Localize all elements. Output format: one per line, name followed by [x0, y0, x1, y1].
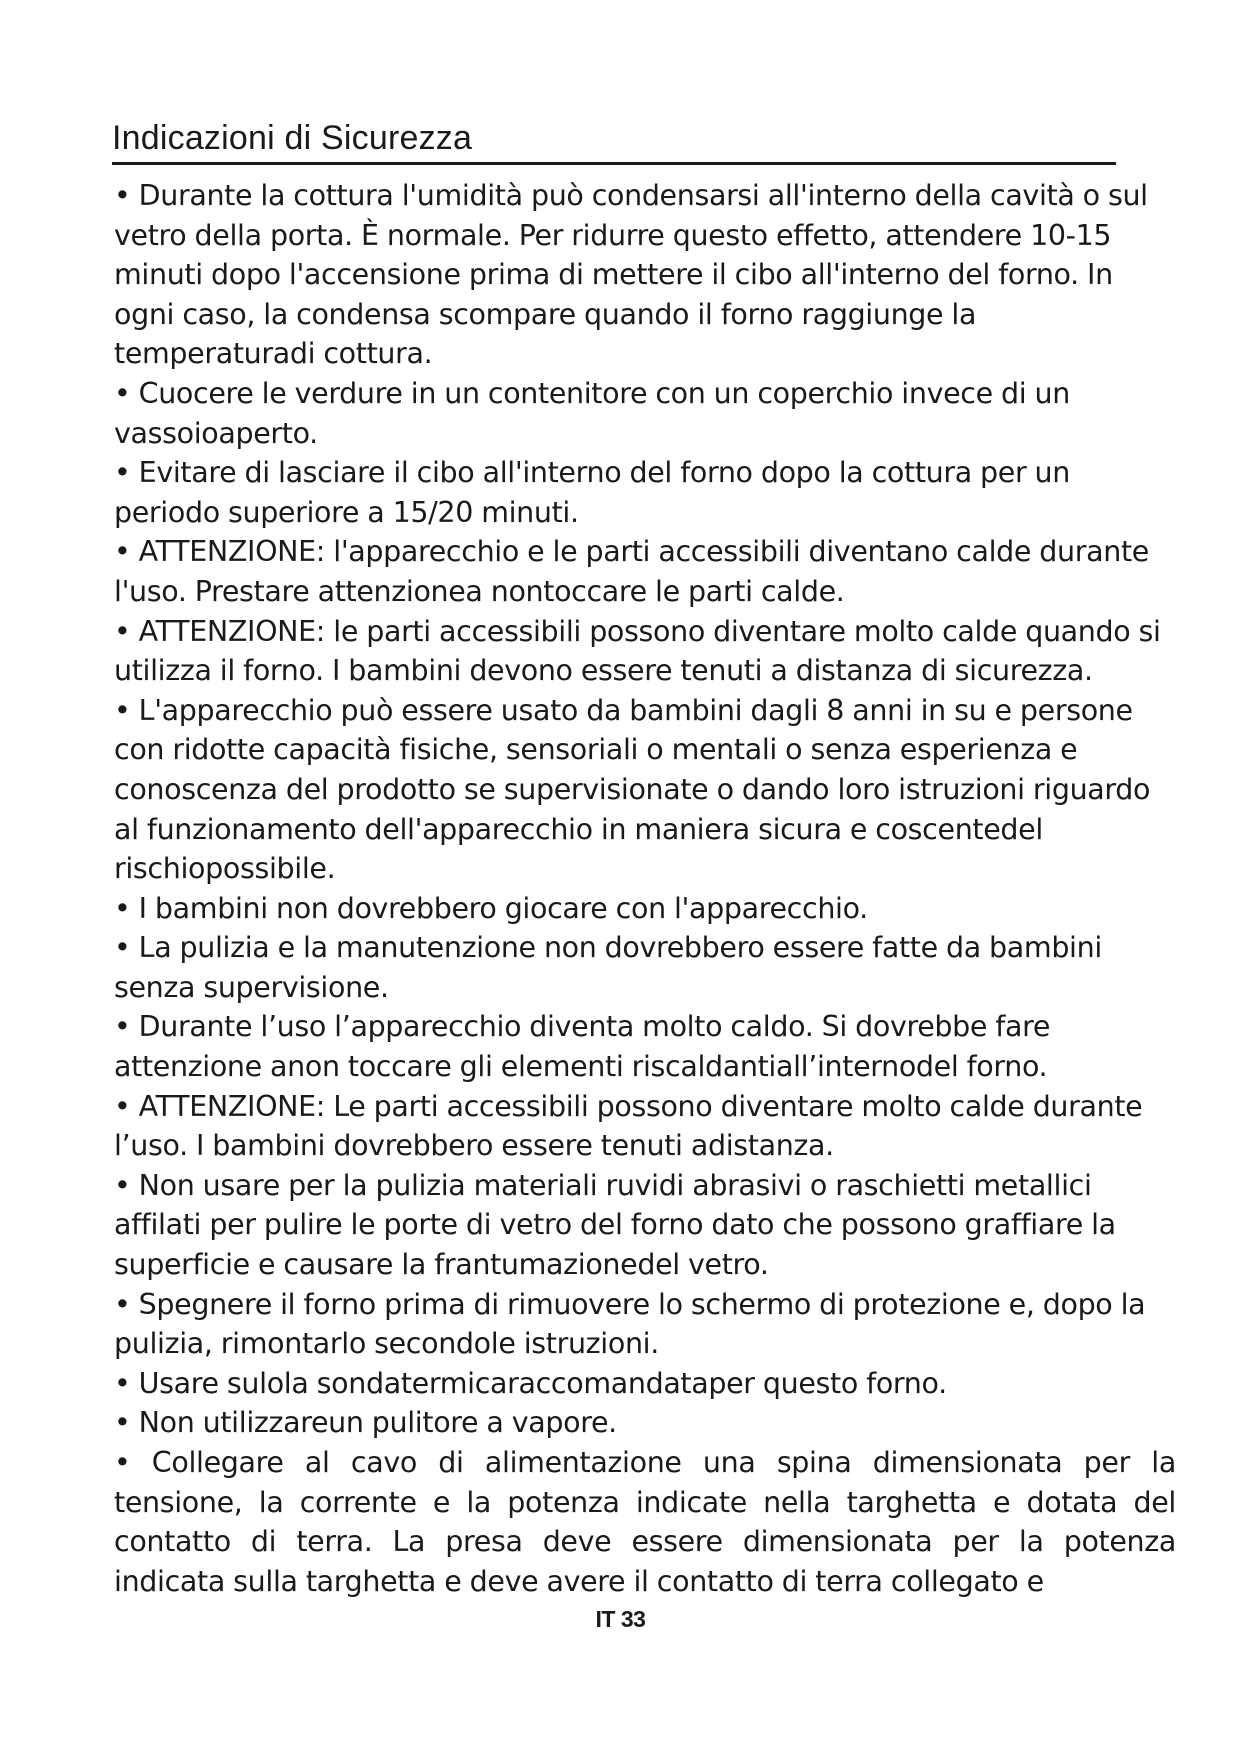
page-number: IT 33 — [595, 1606, 646, 1632]
safety-item-warning-hot-parts: • ATTENZIONE: l'apparecchio e le parti accessibili diventano calde durante l'uso. Prestare attenzionea nontoccare le parti calde. — [114, 535, 1149, 608]
safety-item-condensation: • Durante la cottura l'umidità può condensarsi all'interno della cavità o sul vetro della porta. È normale. Per ridurre questo effetto, attendere 10-15 minuti dopo l'accensione prima di mettere il cibo all'interno del forno. In ogni caso, la condensa scompare quando il forno raggiunge la temperaturadi cottura. — [114, 179, 1148, 371]
page-footer — [0, 1606, 1241, 1633]
safety-item-warning-accessible-parts: • ATTENZIONE: Le parti accessibili possono diventare molto calde durante l’uso. I bambini dovrebbero essere tenuti adistanza. — [114, 1089, 1143, 1163]
section-header — [112, 118, 1116, 165]
safety-item-children-use: • L'apparecchio può essere usato da bambini dagli 8 anni in su e persone con ridotte capacità fisiche, sensoriali o mentali o senza esperienza e conoscenza del prodotto se supervisionate o dando loro istruzioni riguardo al funzionamento dell'apparecchio in maniera sicura e coscentedel rischiopossibile. — [114, 693, 1151, 886]
section-title: Indicazioni di Sicurezza — [112, 119, 473, 157]
safety-item-abrasive-cleaners: • Non usare per la pulizia materiali ruvidi abrasivi o raschietti metallici affilati per pulire le porte di vetro del forno dato che possono graffiare la superficie e causare la frantumazionedel vetro. — [114, 1168, 1116, 1282]
safety-item-power-plug: • Collegare al cavo di alimentazione una spina dimensionata per la tensione, la corrente e la potenza indicate nella targhetta e dotata del contatto di terra. La presa deve essere dimensionata per la potenza indicata sulla targhetta e deve avere il contatto di terra collegato e — [114, 1446, 1176, 1598]
safety-item-vegetables: • Cuocere le verdure in un contenitore con un coperchio invece di un vassoioaperto. — [114, 376, 1070, 450]
safety-item-protection-screen: • Spegnere il forno prima di rimuovere lo schermo di protezione e, dopo la pulizia, rimontarlo secondole istruzioni. — [114, 1287, 1146, 1361]
safety-item-cleaning-supervision: • La pulizia e la manutenzione non dovrebbero essere fatte da bambini senza supervisione. — [114, 931, 1102, 1004]
safety-instructions-list — [114, 176, 1176, 1601]
safety-item-children-play: • I bambini non dovrebbero giocare con l'apparecchio. — [114, 891, 868, 925]
safety-item-thermal-probe: • Usare sulola sondatermicaraccomandataper questo forno. — [114, 1366, 947, 1400]
safety-item-food-left-inside: • Evitare di lasciare il cibo all'interno del forno dopo la cottura per un periodo superiore a 15/20 minuti. — [114, 456, 1070, 529]
safety-item-warning-children-distance: • ATTENZIONE: le parti accessibili possono diventare molto calde quando si utilizza il forno. I bambini devono essere tenuti a distanza di sicurezza. — [114, 614, 1161, 688]
safety-item-steam-cleaner: • Non utilizzareun pulitore a vapore. — [114, 1406, 617, 1440]
safety-item-heating-elements: • Durante l’uso l’apparecchio diventa molto caldo. Si dovrebbe fare attenzione anon toccare gli elementi riscaldantiall’internodel forno. — [114, 1010, 1050, 1084]
